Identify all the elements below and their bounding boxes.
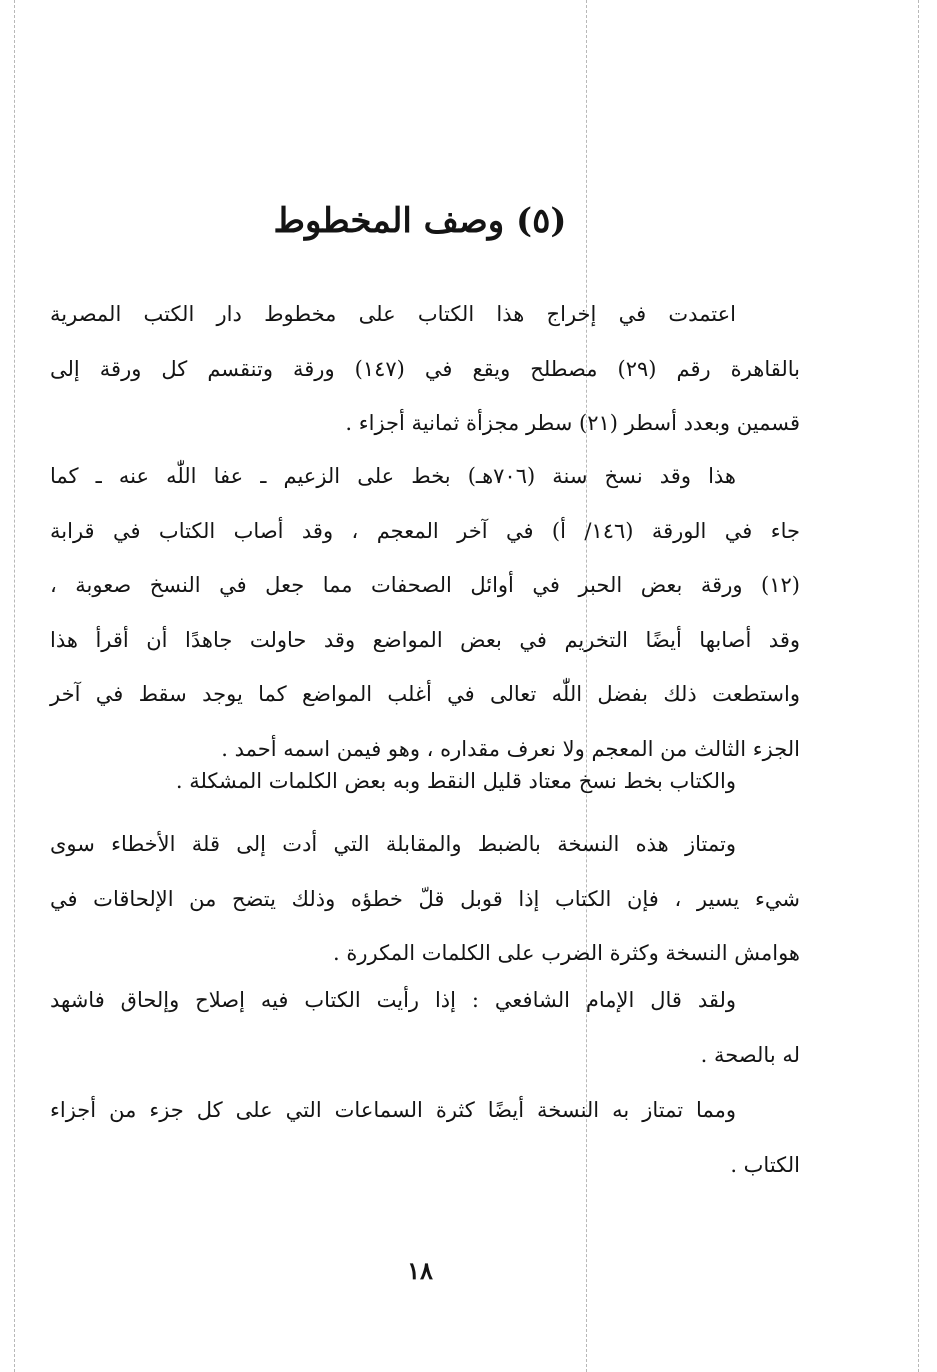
paragraph-line: وتمتاز هذه النسخة بالضبط والمقابلة التي أدت إلى قلة الأخطاء سوى bbox=[50, 832, 736, 856]
paragraph-line: ولقد قال الإمام الشافعي : إذا رأيت الكتاب فيه إصلاح وإلحاق فاشهد bbox=[50, 988, 736, 1012]
paragraph-line: جاء في الورقة (١٤٦/ أ) في آخر المعجم ، وقد أصاب الكتاب في قرابة bbox=[50, 518, 800, 543]
paragraph-line: بالقاهرة رقم (٢٩) مصطلح ويقع في (١٤٧) ورقة وتنقسم كل ورقة إلى bbox=[50, 356, 801, 381]
paragraph-line: وقد أصابها أيضًا التخريم في بعض المواضع وقد حاولت جاهدًا أن أقرأ هذا bbox=[50, 627, 800, 652]
paragraph-line: قسمين وبعدد أسطر (٢١) سطر مجزأة ثمانية أجزاء . bbox=[345, 411, 800, 435]
paragraph-3 bbox=[50, 754, 800, 809]
document-page bbox=[40, 0, 800, 1372]
page-number: ١٨ bbox=[407, 1256, 433, 1285]
paragraph-line: والكتاب بخط نسخ معتاد قليل النقط وبه بعض الكلمات المشكلة . bbox=[175, 769, 736, 793]
paragraph-4 bbox=[50, 817, 800, 981]
section-title: (٥) وصف المخطوط bbox=[273, 201, 567, 241]
paragraph-line: اعتمدت في إخراج هذا الكتاب على مخطوط دار الكتب المصرية bbox=[50, 302, 736, 326]
paragraph-line: له بالصحة . bbox=[700, 1042, 800, 1067]
scan-edge-line-right bbox=[918, 0, 919, 1372]
paragraph-2 bbox=[50, 449, 800, 776]
paragraph-line: هذا وقد نسخ سنة (٧٠٦هـ) بخط على الزعيم ـ عفا اللّٰه عنه ـ كما bbox=[50, 464, 736, 488]
paragraph-6 bbox=[50, 1083, 800, 1192]
paragraph-line: الجزء الثالث من المعجم ولا نعرف مقداره ، وهو فيمن اسمه أحمد . bbox=[221, 736, 800, 761]
scan-edge-line-left bbox=[14, 0, 15, 1372]
paragraph-line: ومما تمتاز به النسخة أيضًا كثرة السماعات التي على كل جزء من أجزاء bbox=[50, 1098, 736, 1122]
paragraph-line: (١٢) ورقة بعض الحبر في أوائل الصحفات مما جعل في النسخ صعوبة ، bbox=[50, 573, 800, 597]
paragraph-line: واستطعت ذلك بفضل اللّٰه تعالى في أغلب المواضع كما يوجد سقط في آخر bbox=[50, 682, 800, 706]
paragraph-5 bbox=[50, 973, 800, 1082]
paragraph-1 bbox=[50, 287, 800, 451]
paragraph-line: شيء يسير ، فإن الكتاب إذا قوبل قلّ خطؤه وذلك يتضح من الإلحاقات في bbox=[50, 886, 800, 911]
paragraph-line: هوامش النسخة وكثرة الضرب على الكلمات المكررة . bbox=[333, 941, 800, 965]
paragraph-line: الكتاب . bbox=[730, 1152, 800, 1177]
